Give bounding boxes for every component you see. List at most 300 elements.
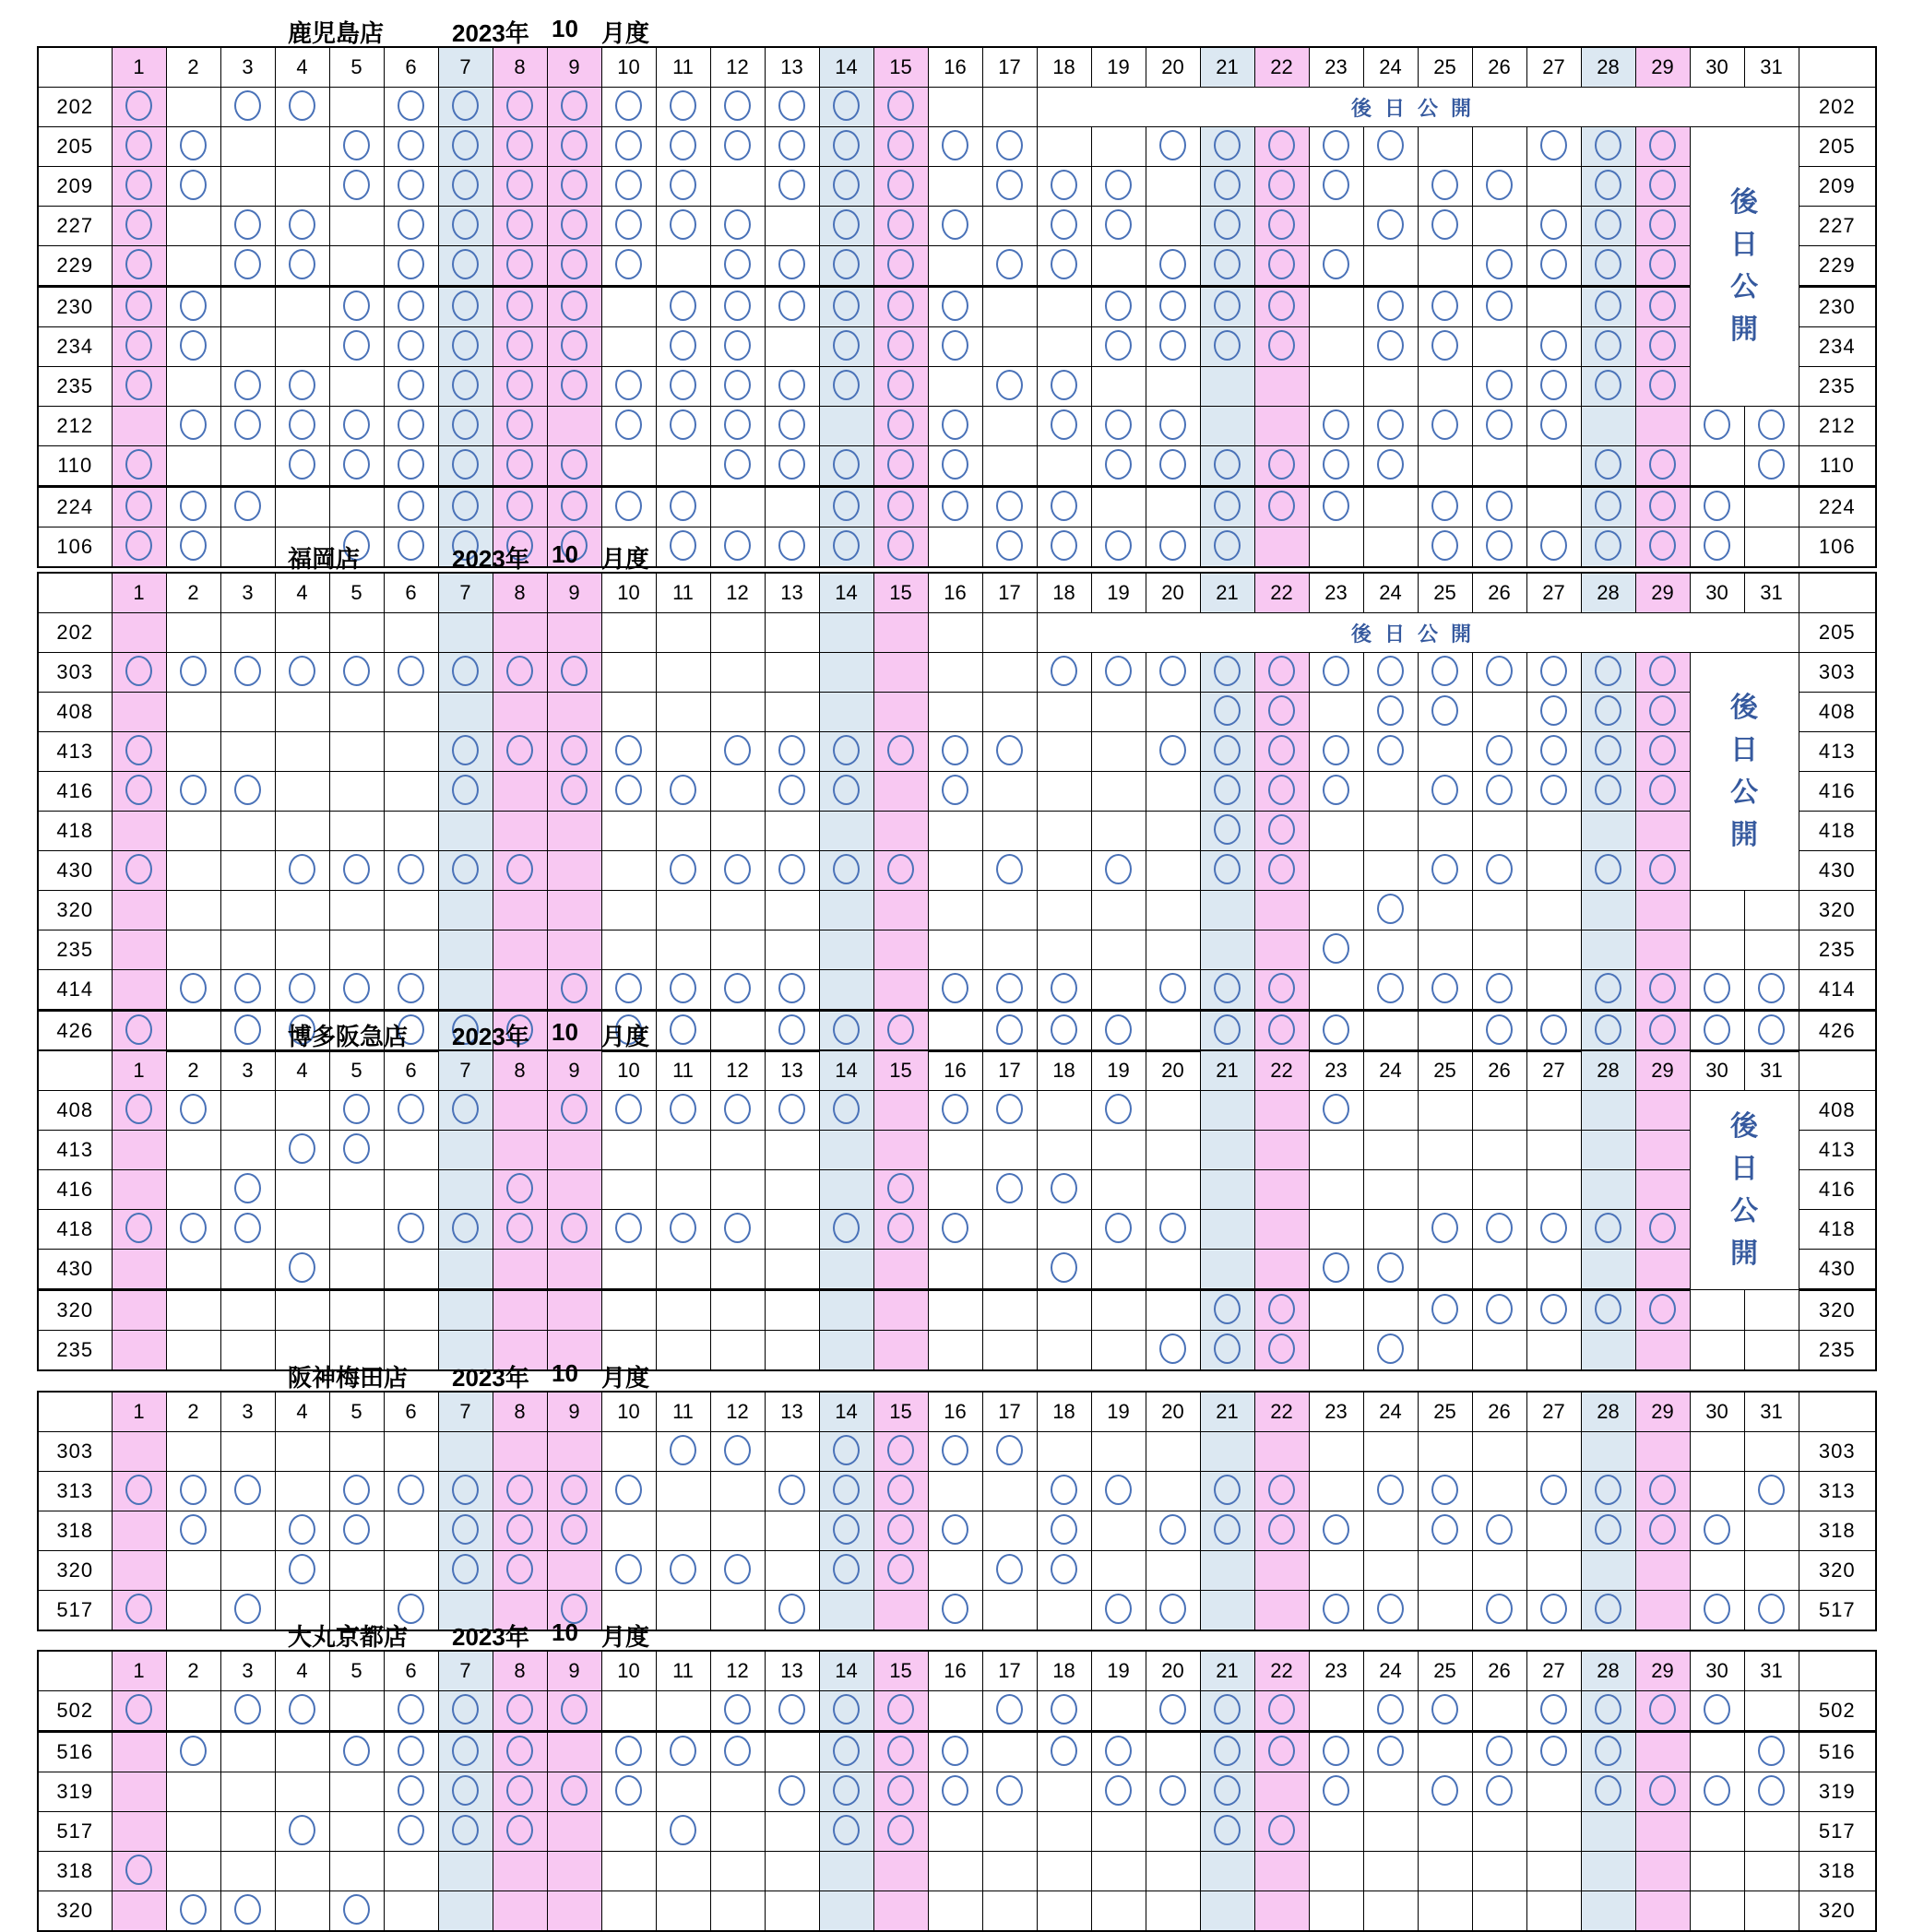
day-cell[interactable]	[220, 1432, 275, 1472]
day-cell[interactable]	[710, 653, 765, 693]
day-cell[interactable]	[765, 1210, 819, 1250]
day-cell[interactable]	[220, 1812, 275, 1852]
day-cell[interactable]	[329, 88, 384, 127]
day-cell[interactable]	[601, 287, 656, 327]
day-cell[interactable]	[1526, 446, 1581, 487]
day-cell[interactable]	[656, 1131, 710, 1170]
day-cell[interactable]	[710, 127, 765, 167]
day-cell[interactable]	[1254, 1812, 1309, 1852]
row-label-left[interactable]: 235	[38, 930, 112, 970]
day-cell[interactable]	[166, 1852, 220, 1891]
day-cell[interactable]	[438, 246, 493, 287]
day-header-cell[interactable]: 8	[493, 1050, 547, 1091]
day-cell[interactable]	[384, 127, 438, 167]
day-cell[interactable]	[928, 812, 982, 851]
day-cell[interactable]	[1581, 1891, 1635, 1932]
day-cell[interactable]	[656, 1432, 710, 1472]
day-cell[interactable]	[819, 1511, 873, 1551]
day-cell[interactable]	[1091, 653, 1146, 693]
day-cell[interactable]	[1526, 653, 1581, 693]
day-cell[interactable]	[873, 327, 928, 367]
day-cell[interactable]	[493, 407, 547, 446]
row-label-right[interactable]: 502	[1799, 1691, 1876, 1732]
day-cell[interactable]	[112, 327, 166, 367]
day-cell[interactable]	[493, 1170, 547, 1210]
day-cell[interactable]	[710, 246, 765, 287]
day-cell[interactable]	[1744, 970, 1799, 1011]
day-cell[interactable]	[656, 367, 710, 407]
day-cell[interactable]	[220, 1772, 275, 1812]
day-header-cell[interactable]: 9	[547, 1392, 601, 1432]
day-cell[interactable]	[873, 613, 928, 653]
day-cell[interactable]	[765, 246, 819, 287]
day-header-cell[interactable]: 11	[656, 1651, 710, 1691]
day-cell[interactable]	[493, 1852, 547, 1891]
row-label-left[interactable]: 418	[38, 812, 112, 851]
day-cell[interactable]	[1200, 246, 1254, 287]
row-label-left[interactable]: 408	[38, 693, 112, 732]
day-cell[interactable]	[275, 246, 329, 287]
day-cell[interactable]	[547, 407, 601, 446]
day-cell[interactable]	[166, 970, 220, 1011]
day-cell[interactable]	[1200, 1472, 1254, 1511]
day-cell[interactable]	[1526, 1472, 1581, 1511]
day-cell[interactable]	[873, 1812, 928, 1852]
row-label-right[interactable]: 517	[1799, 1591, 1876, 1631]
day-cell[interactable]	[928, 167, 982, 207]
day-header-cell[interactable]: 17	[982, 1392, 1037, 1432]
day-header-cell[interactable]: 22	[1254, 1392, 1309, 1432]
day-cell[interactable]	[710, 732, 765, 772]
day-header-cell[interactable]: 23	[1309, 1050, 1363, 1091]
day-cell[interactable]	[656, 1812, 710, 1852]
day-cell[interactable]	[1254, 851, 1309, 891]
corner-cell[interactable]	[1799, 1050, 1876, 1091]
day-cell[interactable]	[1037, 1852, 1091, 1891]
day-cell[interactable]	[982, 1091, 1037, 1131]
day-cell[interactable]	[1037, 207, 1091, 246]
day-header-cell[interactable]: 6	[384, 1050, 438, 1091]
day-header-cell[interactable]: 4	[275, 573, 329, 613]
day-cell[interactable]	[1744, 1732, 1799, 1772]
day-cell[interactable]	[166, 772, 220, 812]
day-cell[interactable]	[112, 127, 166, 167]
corner-cell[interactable]	[38, 573, 112, 613]
day-cell[interactable]	[1254, 446, 1309, 487]
day-cell[interactable]	[1146, 1691, 1200, 1732]
day-cell[interactable]	[493, 367, 547, 407]
day-cell[interactable]	[1418, 970, 1472, 1011]
day-cell[interactable]	[765, 891, 819, 930]
day-cell[interactable]	[384, 732, 438, 772]
day-cell[interactable]	[1418, 653, 1472, 693]
day-header-cell[interactable]: 31	[1744, 1050, 1799, 1091]
day-cell[interactable]	[166, 246, 220, 287]
row-label-left[interactable]: 416	[38, 772, 112, 812]
day-header-cell[interactable]: 21	[1200, 1392, 1254, 1432]
day-cell[interactable]	[1635, 367, 1690, 407]
day-cell[interactable]	[1635, 1091, 1690, 1131]
day-cell[interactable]	[819, 1250, 873, 1290]
day-cell[interactable]	[1363, 1091, 1418, 1131]
day-header-cell[interactable]: 22	[1254, 1050, 1309, 1091]
day-cell[interactable]	[1309, 127, 1363, 167]
day-cell[interactable]	[112, 1472, 166, 1511]
day-header-cell[interactable]: 6	[384, 573, 438, 613]
day-cell[interactable]	[1309, 812, 1363, 851]
day-cell[interactable]	[1363, 1290, 1418, 1331]
row-label-left[interactable]: 517	[38, 1591, 112, 1631]
day-cell[interactable]	[1418, 327, 1472, 367]
day-cell[interactable]	[928, 1852, 982, 1891]
day-cell[interactable]	[656, 732, 710, 772]
day-cell[interactable]	[1418, 1472, 1472, 1511]
day-cell[interactable]	[601, 1131, 656, 1170]
day-cell[interactable]	[1418, 1131, 1472, 1170]
day-cell[interactable]	[873, 287, 928, 327]
day-cell[interactable]	[275, 1432, 329, 1472]
day-cell[interactable]	[1526, 1250, 1581, 1290]
day-cell[interactable]	[1363, 1131, 1418, 1170]
day-cell[interactable]	[384, 1472, 438, 1511]
day-header-cell[interactable]: 29	[1635, 1392, 1690, 1432]
day-header-cell[interactable]: 27	[1526, 573, 1581, 613]
day-cell[interactable]	[1418, 207, 1472, 246]
day-cell[interactable]	[1472, 1170, 1526, 1210]
day-cell[interactable]	[1472, 891, 1526, 930]
day-cell[interactable]	[765, 1852, 819, 1891]
day-cell[interactable]	[493, 851, 547, 891]
day-cell[interactable]	[1690, 1290, 1744, 1331]
day-cell[interactable]	[1254, 1170, 1309, 1210]
day-cell[interactable]	[1635, 812, 1690, 851]
day-cell[interactable]	[1418, 693, 1472, 732]
day-cell[interactable]	[819, 1131, 873, 1170]
day-cell[interactable]	[1146, 653, 1200, 693]
day-cell[interactable]	[438, 1812, 493, 1852]
day-cell[interactable]	[656, 1472, 710, 1511]
day-cell[interactable]	[547, 246, 601, 287]
day-cell[interactable]	[873, 772, 928, 812]
row-label-right[interactable]: 320	[1799, 891, 1876, 930]
day-cell[interactable]	[438, 1091, 493, 1131]
day-cell[interactable]	[1526, 127, 1581, 167]
day-cell[interactable]	[601, 851, 656, 891]
day-cell[interactable]	[220, 1131, 275, 1170]
day-cell[interactable]	[493, 1432, 547, 1472]
day-cell[interactable]	[547, 772, 601, 812]
day-cell[interactable]	[1091, 446, 1146, 487]
day-cell[interactable]	[601, 327, 656, 367]
day-cell[interactable]	[166, 1091, 220, 1131]
day-cell[interactable]	[1581, 407, 1635, 446]
row-label-right[interactable]: 235	[1799, 1331, 1876, 1371]
day-cell[interactable]	[275, 1170, 329, 1210]
day-cell[interactable]	[765, 167, 819, 207]
day-cell[interactable]	[1200, 693, 1254, 732]
day-header-cell[interactable]: 9	[547, 1651, 601, 1691]
day-cell[interactable]	[1091, 367, 1146, 407]
row-label-right[interactable]: 408	[1799, 1091, 1876, 1131]
day-cell[interactable]	[1146, 693, 1200, 732]
day-cell[interactable]	[1037, 1691, 1091, 1732]
day-cell[interactable]	[493, 487, 547, 527]
row-label-left[interactable]: 430	[38, 1250, 112, 1290]
day-cell[interactable]	[493, 246, 547, 287]
day-cell[interactable]	[112, 1852, 166, 1891]
day-cell[interactable]	[493, 891, 547, 930]
day-cell[interactable]	[1254, 1250, 1309, 1290]
day-cell[interactable]	[384, 207, 438, 246]
day-cell[interactable]	[275, 1891, 329, 1932]
day-cell[interactable]	[547, 1852, 601, 1891]
row-label-right[interactable]: 235	[1799, 367, 1876, 407]
day-cell[interactable]	[928, 732, 982, 772]
day-header-cell[interactable]: 29	[1635, 1651, 1690, 1691]
day-cell[interactable]	[1146, 1551, 1200, 1591]
row-label-right[interactable]: 303	[1799, 653, 1876, 693]
day-cell[interactable]	[1581, 1691, 1635, 1732]
day-cell[interactable]	[1309, 1511, 1363, 1551]
day-cell[interactable]	[1526, 367, 1581, 407]
day-cell[interactable]	[384, 1131, 438, 1170]
row-label-right[interactable]: 224	[1799, 487, 1876, 527]
day-cell[interactable]	[765, 851, 819, 891]
day-cell[interactable]	[1091, 1691, 1146, 1732]
day-cell[interactable]	[1418, 1432, 1472, 1472]
row-label-left[interactable]: 227	[38, 207, 112, 246]
day-cell[interactable]	[819, 1290, 873, 1331]
day-cell[interactable]	[547, 487, 601, 527]
row-label-right[interactable]: 205	[1799, 613, 1876, 653]
day-cell[interactable]	[1581, 693, 1635, 732]
day-cell[interactable]	[1254, 1091, 1309, 1131]
day-cell[interactable]	[220, 1691, 275, 1732]
day-cell[interactable]	[275, 1772, 329, 1812]
corner-cell[interactable]	[1799, 1651, 1876, 1691]
day-cell[interactable]	[1146, 851, 1200, 891]
day-cell[interactable]	[656, 970, 710, 1011]
day-cell[interactable]	[112, 1432, 166, 1472]
day-cell[interactable]	[1472, 1891, 1526, 1932]
day-cell[interactable]	[220, 487, 275, 527]
day-cell[interactable]	[1200, 407, 1254, 446]
row-label-right[interactable]: 106	[1799, 527, 1876, 568]
day-cell[interactable]	[928, 1511, 982, 1551]
day-cell[interactable]	[1091, 246, 1146, 287]
row-label-right[interactable]: 234	[1799, 327, 1876, 367]
day-cell[interactable]	[384, 970, 438, 1011]
day-cell[interactable]	[275, 1131, 329, 1170]
day-cell[interactable]	[928, 1772, 982, 1812]
day-cell[interactable]	[166, 693, 220, 732]
day-cell[interactable]	[493, 1772, 547, 1812]
day-cell[interactable]	[982, 287, 1037, 327]
day-header-cell[interactable]: 12	[710, 1651, 765, 1691]
day-cell[interactable]	[493, 693, 547, 732]
day-cell[interactable]	[601, 487, 656, 527]
notice-later-vertical[interactable]	[1690, 127, 1799, 407]
day-cell[interactable]	[1146, 1170, 1200, 1210]
day-cell[interactable]	[982, 407, 1037, 446]
day-cell[interactable]	[601, 446, 656, 487]
day-cell[interactable]	[873, 88, 928, 127]
day-cell[interactable]	[710, 693, 765, 732]
day-cell[interactable]	[1254, 1210, 1309, 1250]
day-cell[interactable]	[329, 1891, 384, 1932]
day-header-cell[interactable]: 30	[1690, 47, 1744, 88]
day-cell[interactable]	[1200, 1432, 1254, 1472]
day-cell[interactable]	[873, 446, 928, 487]
day-cell[interactable]	[1690, 1852, 1744, 1891]
day-cell[interactable]	[1472, 207, 1526, 246]
day-cell[interactable]	[493, 1891, 547, 1932]
day-cell[interactable]	[547, 1131, 601, 1170]
day-cell[interactable]	[275, 653, 329, 693]
day-header-cell[interactable]: 31	[1744, 47, 1799, 88]
day-cell[interactable]	[873, 1432, 928, 1472]
day-cell[interactable]	[601, 1511, 656, 1551]
day-cell[interactable]	[275, 613, 329, 653]
day-cell[interactable]	[710, 613, 765, 653]
row-label-left[interactable]: 235	[38, 367, 112, 407]
day-cell[interactable]	[1363, 127, 1418, 167]
day-cell[interactable]	[1581, 246, 1635, 287]
day-header-cell[interactable]: 28	[1581, 573, 1635, 613]
day-header-cell[interactable]: 20	[1146, 47, 1200, 88]
day-cell[interactable]	[873, 891, 928, 930]
day-cell[interactable]	[493, 930, 547, 970]
day-header-cell[interactable]: 10	[601, 1651, 656, 1691]
day-cell[interactable]	[656, 88, 710, 127]
day-cell[interactable]	[982, 772, 1037, 812]
day-cell[interactable]	[1363, 1432, 1418, 1472]
day-header-cell[interactable]: 28	[1581, 47, 1635, 88]
day-cell[interactable]	[601, 367, 656, 407]
day-cell[interactable]	[1581, 812, 1635, 851]
day-cell[interactable]	[982, 167, 1037, 207]
day-cell[interactable]	[1091, 970, 1146, 1011]
day-cell[interactable]	[1472, 1432, 1526, 1472]
day-cell[interactable]	[1037, 1432, 1091, 1472]
day-cell[interactable]	[1254, 693, 1309, 732]
day-cell[interactable]	[819, 930, 873, 970]
day-cell[interactable]	[438, 327, 493, 367]
day-cell[interactable]	[1037, 1170, 1091, 1210]
corner-cell[interactable]	[1799, 573, 1876, 613]
row-label-left[interactable]: 224	[38, 487, 112, 527]
day-cell[interactable]	[493, 327, 547, 367]
day-header-cell[interactable]: 7	[438, 1392, 493, 1432]
day-cell[interactable]	[928, 930, 982, 970]
day-cell[interactable]	[982, 1891, 1037, 1932]
day-cell[interactable]	[493, 653, 547, 693]
day-cell[interactable]	[928, 1551, 982, 1591]
day-cell[interactable]	[765, 1691, 819, 1732]
day-cell[interactable]	[1581, 367, 1635, 407]
day-cell[interactable]	[601, 693, 656, 732]
day-cell[interactable]	[1635, 1891, 1690, 1932]
day-header-cell[interactable]: 5	[329, 47, 384, 88]
day-cell[interactable]	[1526, 1091, 1581, 1131]
day-cell[interactable]	[438, 1131, 493, 1170]
day-cell[interactable]	[1418, 1091, 1472, 1131]
day-cell[interactable]	[1309, 772, 1363, 812]
day-cell[interactable]	[547, 1472, 601, 1511]
day-cell[interactable]	[1581, 1170, 1635, 1210]
day-cell[interactable]	[873, 1691, 928, 1732]
day-cell[interactable]	[1418, 812, 1472, 851]
day-cell[interactable]	[438, 167, 493, 207]
day-cell[interactable]	[1254, 246, 1309, 287]
day-cell[interactable]	[1309, 167, 1363, 207]
corner-cell[interactable]	[38, 1651, 112, 1691]
day-header-cell[interactable]: 16	[928, 47, 982, 88]
day-cell[interactable]	[710, 1131, 765, 1170]
day-cell[interactable]	[220, 127, 275, 167]
day-cell[interactable]	[1526, 246, 1581, 287]
day-cell[interactable]	[1472, 653, 1526, 693]
day-cell[interactable]	[112, 1691, 166, 1732]
day-cell[interactable]	[656, 772, 710, 812]
row-label-right[interactable]: 516	[1799, 1732, 1876, 1772]
day-cell[interactable]	[819, 970, 873, 1011]
day-cell[interactable]	[493, 772, 547, 812]
day-cell[interactable]	[1635, 1812, 1690, 1852]
day-cell[interactable]	[1200, 1170, 1254, 1210]
day-header-cell[interactable]: 16	[928, 1651, 982, 1691]
day-header-cell[interactable]: 13	[765, 47, 819, 88]
day-cell[interactable]	[1581, 970, 1635, 1011]
day-cell[interactable]	[765, 1812, 819, 1852]
day-cell[interactable]	[438, 446, 493, 487]
day-cell[interactable]	[656, 812, 710, 851]
day-cell[interactable]	[1146, 246, 1200, 287]
day-cell[interactable]	[765, 287, 819, 327]
day-cell[interactable]	[1091, 1732, 1146, 1772]
day-cell[interactable]	[1581, 1852, 1635, 1891]
day-cell[interactable]	[873, 246, 928, 287]
row-label-right[interactable]: 320	[1799, 1891, 1876, 1932]
day-cell[interactable]	[819, 327, 873, 367]
day-cell[interactable]	[1363, 1551, 1418, 1591]
day-header-cell[interactable]: 23	[1309, 47, 1363, 88]
day-cell[interactable]	[819, 1891, 873, 1932]
day-cell[interactable]	[166, 1210, 220, 1250]
day-cell[interactable]	[1635, 246, 1690, 287]
day-cell[interactable]	[873, 970, 928, 1011]
day-cell[interactable]	[1635, 891, 1690, 930]
corner-cell[interactable]	[38, 1392, 112, 1432]
day-cell[interactable]	[1635, 1511, 1690, 1551]
day-header-cell[interactable]: 2	[166, 47, 220, 88]
day-cell[interactable]	[819, 167, 873, 207]
day-cell[interactable]	[438, 1290, 493, 1331]
day-cell[interactable]	[1690, 1732, 1744, 1772]
day-cell[interactable]	[1309, 1852, 1363, 1891]
day-header-cell[interactable]: 24	[1363, 573, 1418, 613]
day-cell[interactable]	[710, 1812, 765, 1852]
day-cell[interactable]	[765, 487, 819, 527]
day-cell[interactable]	[547, 970, 601, 1011]
row-label-right[interactable]: 209	[1799, 167, 1876, 207]
day-cell[interactable]	[112, 1250, 166, 1290]
day-cell[interactable]	[710, 367, 765, 407]
day-cell[interactable]	[438, 653, 493, 693]
day-cell[interactable]	[928, 327, 982, 367]
day-cell[interactable]	[928, 772, 982, 812]
day-cell[interactable]	[982, 1250, 1037, 1290]
